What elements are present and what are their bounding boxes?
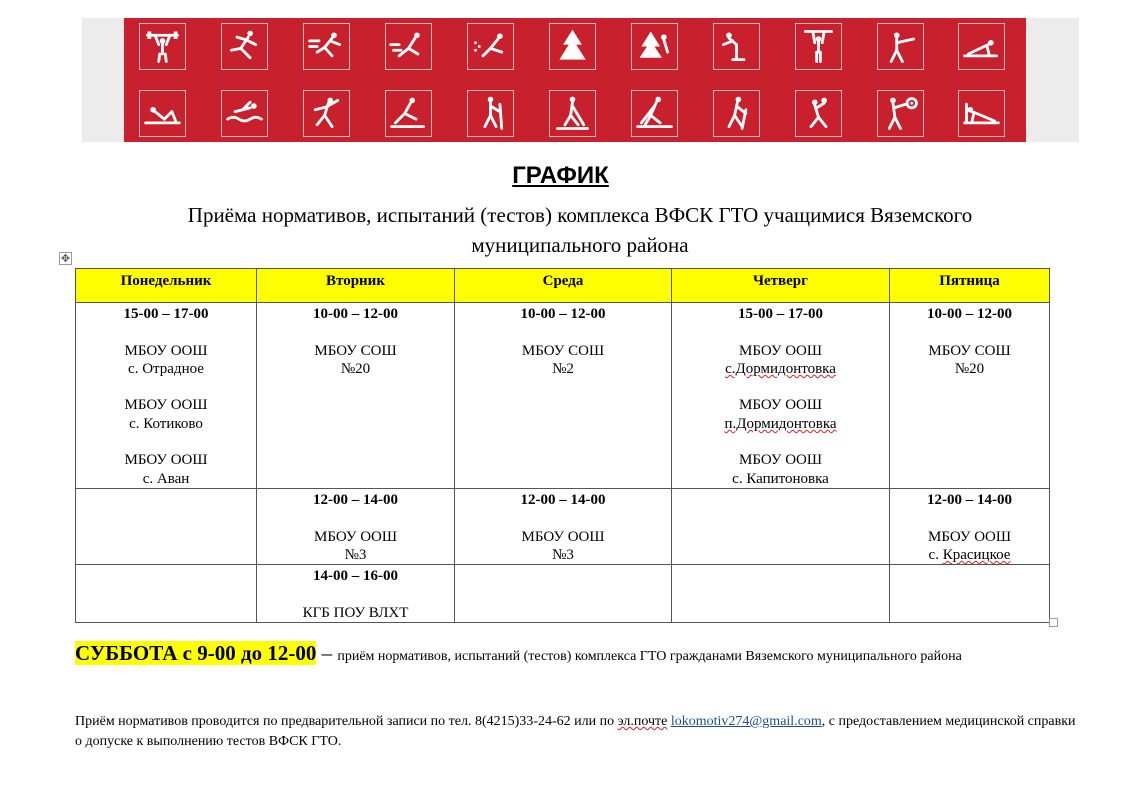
cell-thursday-slot-3 bbox=[672, 565, 890, 623]
header-friday: Пятница bbox=[890, 269, 1050, 303]
situps-icon bbox=[139, 90, 186, 137]
swimming-icon bbox=[221, 90, 268, 137]
cell-wednesday-slot-2 bbox=[455, 488, 672, 564]
floor-pushup-icon bbox=[958, 90, 1005, 137]
header-banner bbox=[82, 18, 1079, 142]
school-location: с. Красицкое bbox=[928, 546, 1011, 563]
plank-icon bbox=[958, 23, 1005, 70]
school-number: №2 bbox=[552, 360, 574, 377]
sprint-icon bbox=[221, 23, 268, 70]
school-number: №20 bbox=[340, 360, 371, 377]
spellcheck-underlined-text: с.Дормидонтовка bbox=[725, 360, 836, 377]
cell-monday-slot-1 bbox=[76, 303, 257, 489]
school-number: №20 bbox=[954, 360, 985, 377]
gto-pictogram-banner bbox=[124, 18, 1026, 142]
saturday-dash: – bbox=[316, 641, 338, 665]
cell-monday-slot-3 bbox=[76, 565, 257, 623]
time-range: 12-00 – 14-00 bbox=[927, 491, 1012, 508]
fast-run-icon bbox=[467, 23, 514, 70]
cell-tuesday-slot-1 bbox=[257, 303, 455, 489]
email-link[interactable]: lokomotiv274@gmail.com bbox=[670, 714, 822, 729]
cell-tuesday-slot-2 bbox=[257, 488, 455, 564]
school-number: №3 bbox=[552, 546, 574, 563]
cell-wednesday-slot-1 bbox=[455, 303, 672, 489]
saturday-line bbox=[75, 641, 962, 666]
spellcheck-underlined-text: Красицкое bbox=[942, 546, 1011, 563]
table-header-row bbox=[76, 269, 1050, 303]
header-wednesday: Среда bbox=[455, 269, 672, 303]
school-location: с. Аван bbox=[142, 470, 190, 487]
cross-country-icon bbox=[631, 23, 678, 70]
school-name: МБОУ ООШ bbox=[738, 452, 822, 469]
header-tuesday: Вторник bbox=[257, 269, 455, 303]
school-number: №3 bbox=[344, 546, 367, 563]
note-text: , с предоставлением медицинской справки о допуске к выполнению тестов ВФСК ГТО. bbox=[75, 714, 1076, 749]
school-name: МБОУ ООШ bbox=[927, 528, 1011, 545]
header-monday: Понедельник bbox=[76, 269, 257, 303]
school-name: МБОУ ООШ bbox=[738, 397, 822, 414]
table-row bbox=[76, 303, 1050, 489]
cell-tuesday-slot-3 bbox=[257, 565, 455, 623]
table-row bbox=[76, 488, 1050, 564]
school-name: МБОУ ООШ bbox=[738, 342, 822, 359]
time-range: 10-00 – 12-00 bbox=[520, 306, 606, 322]
nordic-walk-icon bbox=[713, 90, 760, 137]
school-location bbox=[672, 360, 889, 378]
time-range: 12-00 – 14-00 bbox=[520, 491, 606, 508]
time-range: 12-00 – 14-00 bbox=[313, 491, 398, 508]
cell-friday-slot-1 bbox=[890, 303, 1050, 489]
school-location bbox=[672, 415, 889, 433]
footer-note bbox=[75, 712, 1085, 752]
spellcheck-underlined-text: п.Дормидонтовка bbox=[724, 415, 837, 432]
document-subtitle bbox=[110, 200, 1050, 260]
note-text: Приём нормативов проводится по предварительной записи по тел. 8(4215)33-24-62 или по bbox=[75, 714, 618, 729]
cell-friday-slot-2 bbox=[890, 488, 1050, 564]
table-row bbox=[76, 565, 1050, 623]
time-range: 15-00 – 17-00 bbox=[123, 306, 209, 322]
spellcheck-underlined-text: эл.почте bbox=[617, 714, 668, 729]
throwing-icon bbox=[303, 90, 350, 137]
schedule-table bbox=[75, 268, 1050, 623]
school-name: МБОУ СОШ bbox=[928, 342, 1011, 359]
header-thursday: Четверг bbox=[672, 269, 890, 303]
subtitle-line-2: муниципального района bbox=[471, 233, 689, 257]
running-icon bbox=[303, 23, 350, 70]
document-title: ГРАФИК bbox=[512, 162, 609, 189]
school-location: с. Капитоновка bbox=[732, 470, 829, 487]
table-resize-handle[interactable] bbox=[1049, 618, 1058, 627]
shot-put-icon bbox=[795, 90, 842, 137]
cell-friday-slot-3 bbox=[890, 565, 1050, 623]
table-move-handle-icon[interactable]: ✥ bbox=[60, 252, 71, 265]
saturday-highlight: СУББОТА с 9-00 до 12-00 bbox=[75, 641, 317, 665]
hiking-icon bbox=[467, 90, 514, 137]
long-jump-icon bbox=[385, 90, 432, 137]
cell-thursday-slot-1 bbox=[672, 303, 890, 489]
saturday-text: приём нормативов, испытаний (тестов) комплекса ГТО гражданами Вяземского муниципального района bbox=[337, 649, 962, 664]
school-location: с. Котиково bbox=[129, 415, 203, 432]
time-range: 10-00 – 12-00 bbox=[927, 306, 1012, 322]
long-run-icon bbox=[385, 23, 432, 70]
pull-up-icon bbox=[795, 23, 842, 70]
school-name: МБОУ ООШ bbox=[124, 397, 208, 414]
school-name: МБОУ СОШ bbox=[314, 342, 397, 359]
school-name: МБОУ ООШ bbox=[124, 342, 208, 359]
skiing-icon bbox=[549, 23, 596, 70]
ski-race-icon bbox=[631, 90, 678, 137]
school-name: МБОУ ООШ bbox=[313, 528, 397, 545]
school-name: КГБ ПОУ ВЛХТ bbox=[302, 604, 409, 621]
time-range: 15-00 – 17-00 bbox=[738, 306, 823, 322]
school-name: МБОУ ООШ bbox=[521, 528, 605, 545]
school-name: МБОУ СОШ bbox=[521, 342, 605, 359]
target-shooting-icon bbox=[877, 90, 924, 137]
school-name: МБОУ ООШ bbox=[124, 452, 208, 469]
time-range: 10-00 – 12-00 bbox=[313, 306, 398, 322]
school-location: с. Отрадное bbox=[128, 360, 204, 377]
cell-wednesday-slot-3 bbox=[455, 565, 672, 623]
weightlifting-icon bbox=[139, 23, 186, 70]
cell-thursday-slot-2 bbox=[672, 488, 890, 564]
pushup-bench-icon bbox=[713, 23, 760, 70]
subtitle-line-1: Приёма нормативов, испытаний (тестов) комплекса ВФСК ГТО учащимися Вяземского bbox=[187, 203, 973, 227]
ski-walk-icon bbox=[549, 90, 596, 137]
time-range: 14-00 – 16-00 bbox=[313, 568, 398, 585]
shooting-icon bbox=[877, 23, 924, 70]
cell-monday-slot-2 bbox=[76, 488, 257, 564]
